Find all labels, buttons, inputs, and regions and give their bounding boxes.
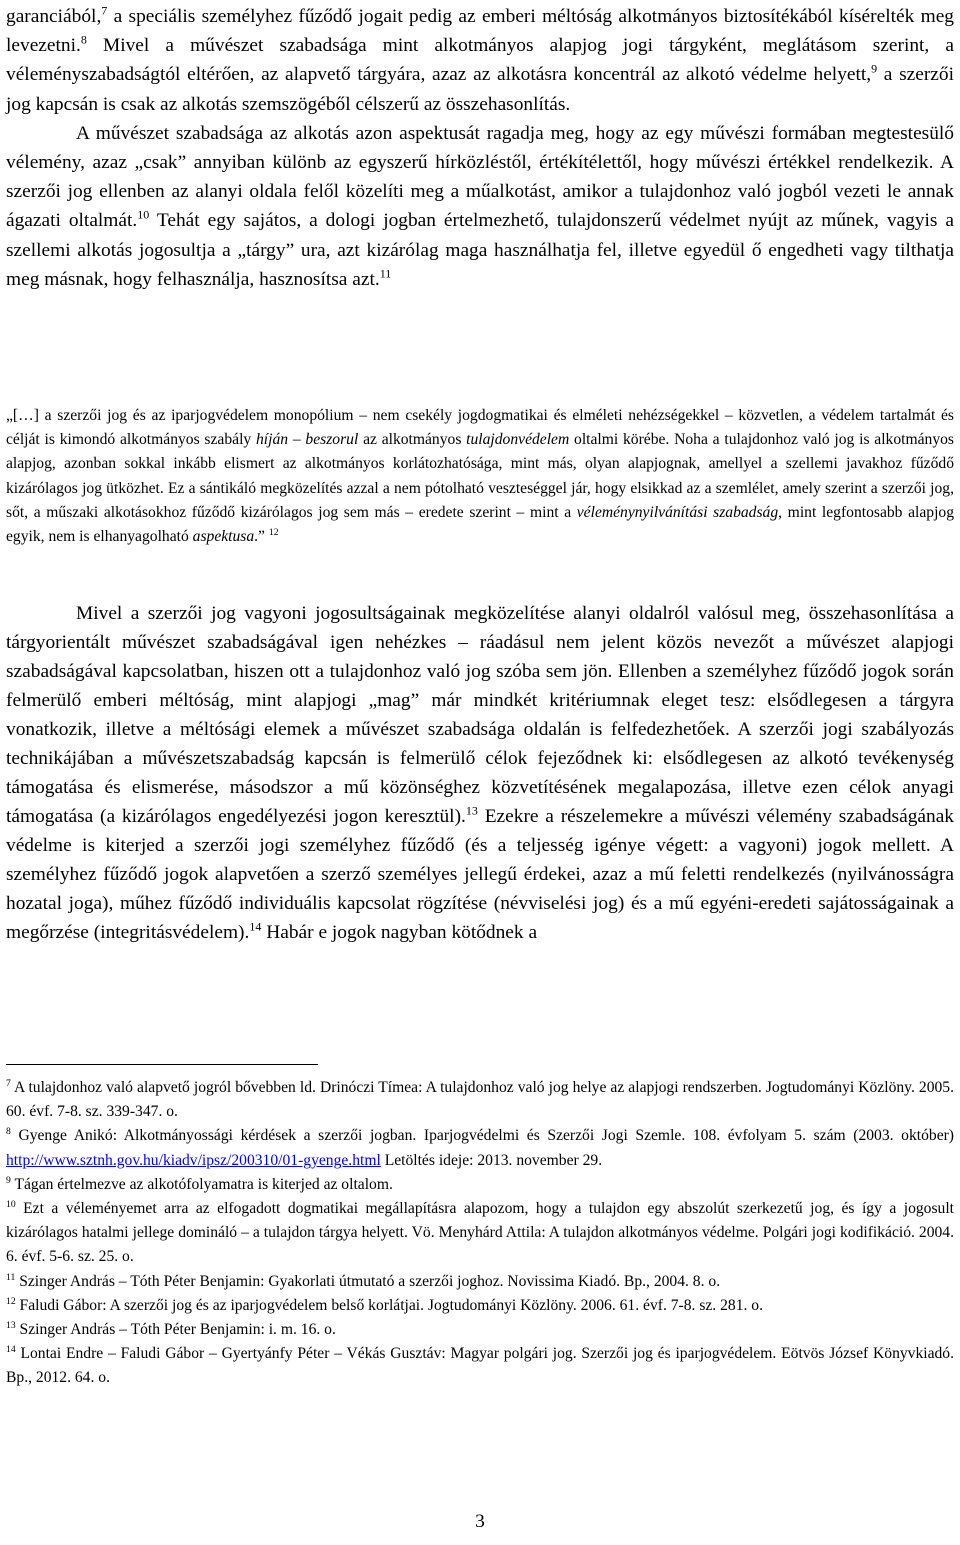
footnote-separator	[6, 1064, 318, 1065]
footnote-12	[6, 1294, 954, 1318]
quote-italic: tulajdonvédelem	[466, 431, 570, 449]
paragraph-1	[6, 2, 954, 119]
paragraph-2	[6, 119, 954, 294]
footnote-text: A tulajdonhoz való alapvető jogról bővebben ld. Drinóczi Tímea: A tulajdonhoz való jog helye az alapjogi rendszerben. Jogtudományi Közlöny. 2005. 60. évf. 7-8. sz. 339-347. o.	[6, 1079, 954, 1121]
paragraph-text: A művészet szabadsága az alkotás azon aspektusát ragadja meg, hogy az egy művészi formában megtestesülő vélemény, azaz „csak” annyiban különb az egyszerű hírközléstől, értékítélettől, hogy művészi értékkel rendelkezik. A szerzői jog ellenben az alanyi oldala felől közelíti meg a műalkotást, amikor a tulajdonhoz való jogból vezeti le annak ágazati oltalmát.	[6, 122, 954, 232]
footnote-ref[interactable]: 12	[268, 527, 279, 539]
footnote-ref[interactable]: 7	[101, 3, 108, 18]
quote-italic: aspektusa	[192, 528, 255, 546]
page-number: 3	[475, 1511, 485, 1532]
footnote-text: Lontai Endre – Faludi Gábor – Gyertyánfy Péter – Vékás Gusztáv: Magyar polgári jog. Szerzői jog és iparjogvédelem. Eötvös József Könyvkiadó. Bp., 2012. 64. o.	[6, 1345, 954, 1387]
paragraph-text: Mivel a szerzői jog vagyoni jogosultságainak megközelítése alanyi oldalról valósul meg, összehasonlítása a tárgyorientált művészet szabadságával igen nehézkes – ráadásul nem jelent közös nevezőt a művészet alapjogi szabadságával kapcsolatban, hiszen ott a tulajdonhoz való jog szóba sem jön. Ellenben a személyhez fűződő jogok során felmerülő emberi méltóság, mint alapjogi „mag” már mindkét kritériumnak eleget tesz: elsődlegesen a tárgyra vonatkozik, illetve a méltósági elemek a művészet szabadsága oldalán is felfedezhetőek. A szerzői jogi szabályozás technikájában a művészetszabadság kapcsán is felmerülő célok fejeződnek ki: elsődlegesen az alkotó tevékenység támogatása és elismerése, másodszor a mű közönséghez közvetítésének megalapozása, illetve ezen célok anyagi támogatása (a kizárólagos engedélyezési jogon keresztül).	[6, 603, 954, 827]
paragraph-text: Mivel a művészet szabadsága mint alkotmányos alapjog jogi tárgyként, meglátásom szerint, a véleményszabadságtól eltérően, az alapvető tárgyára, azaz az alkotásra koncentrál az alkotó védelme helyett,	[6, 35, 954, 86]
footnote-ref[interactable]: 10	[137, 207, 150, 222]
footnote-text: Szinger András – Tóth Péter Benjamin: i. m. 16. o.	[15, 1321, 336, 1339]
footnote-11	[6, 1270, 954, 1294]
footnote-ref[interactable]: 14	[249, 919, 262, 934]
body-paragraphs-top	[6, 2, 954, 294]
footnote-number: 11	[6, 1271, 16, 1283]
paragraph-text: Ezekre a részelemekre a művészi vélemény szabadságának védelme is kiterjed a szerzői jogi személyhez fűződő (és a teljesség igénye végett: a vagyoni) jogok mellett. A személyhez fűződő jogok alapvetően a szerző személyes jellegű érdekei, azaz a mű feletti rendelkezés (nyilvánosságra hozatal joga), műhez fűződő individuális kapcsolat rögzítése (névviselési jog) és a mű egyéni-eredeti sajátosságainak a megőrzése (integritásvédelem).	[6, 806, 954, 943]
paragraph-text: a speciális személyhez fűződő jogait pedig az emberi méltóság alkotmányos biztosítékából kísérelték meg levezetni.	[6, 6, 954, 57]
quote-paragraph	[6, 404, 954, 549]
footnote-number: 9	[6, 1174, 11, 1186]
footnote-9	[6, 1173, 954, 1197]
footnote-number: 14	[6, 1344, 16, 1356]
footnote-13	[6, 1318, 954, 1342]
footnote-ref[interactable]: 11	[379, 266, 392, 281]
footnote-text: Ezt a véleményemet arra az elfogadott dogmatikai megállapításra alapozom, hogy a tulajdon egy abszolút szerkezetű jog, és így a jogosult kizárólagos hatalmi jellege domináló – a tulajdon tárgya helyett. Vö. Menyhárd Attila: A tulajdon alkotmányos védelme. Polgári jogi kodifikáció. 2004. 6. évf. 5-6. sz. 25. o.	[6, 1200, 954, 1266]
footnote-14	[6, 1342, 954, 1390]
footnotes	[6, 1076, 954, 1391]
paragraph-text: Habár e jogok nagyban kötődnek a	[261, 922, 538, 943]
footnote-text: Faludi Gábor: A szerzői jog és az iparjogvédelem belső korlátjai. Jogtudományi Közlöny. 2006. 61. évf. 7-8. sz. 281. o.	[15, 1296, 763, 1314]
quote-text: az alkotmányos	[358, 431, 467, 449]
footnote-text: Tágan értelmezve az alkotófolyamatra is kiterjed az oltalom.	[10, 1175, 393, 1193]
paragraph-text: a szerzői jog kapcsán is csak az alkotás szemszögéből célszerű az összehasonlítás.	[6, 64, 954, 115]
quote-italic: beszorul	[305, 431, 359, 449]
paragraph-text: Tehát egy sajátos, a dologi jogban értelmezhető, tulajdonszerű védelmet nyújt az műnek, vagyis a szellemi alkotás jogosultja a „tárgy” ura, azt kizárólag maga használhatja fel, illetve egyedül ő engedheti vagy tilthatja meg másnak, hogy felhasználja, hasznosítsa azt.	[6, 210, 954, 290]
quote-text: –	[288, 431, 306, 449]
quote-italic: véleménynyilvánítási szabadság	[576, 503, 779, 521]
footnote-number: 13	[6, 1320, 16, 1332]
footnote-8	[6, 1124, 954, 1172]
footnote-text: Gyenge Anikó: Alkotmányossági kérdések a szerzői jogban. Iparjogvédelmi és Szerzői Jogi Szemle. 108. évfolyam 5. szám (2003. október)	[10, 1127, 954, 1145]
footnote-number: 8	[6, 1126, 11, 1138]
footnote-link[interactable]: http://www.sztnh.gov.hu/kiadv/ipsz/200310/01-gyenge.html	[6, 1151, 381, 1169]
block-quote	[6, 404, 954, 549]
body-paragraph-3-container	[6, 599, 954, 947]
footnote-number: 10	[6, 1199, 16, 1211]
footnote-ref[interactable]: 8	[80, 32, 87, 47]
quote-italic: híján	[255, 431, 289, 449]
paragraph-3	[6, 599, 954, 947]
quote-text: oltalmi körébe. Noha a tulajdonhoz való jog is alkotmányos alapjog, azonban sokkal inkább elismert az alkotmányos korlátozhatósága, mint más, olyan alapjognak, amellyel a szellemi javakhoz fűződő kizárólagos jog ütközhet. Ez a sántikáló megközelítés azzal a nem pótolható veszteséggel jár, hogy elsikkad az a szemlélet, amely szerint a szerzői jog, sőt, a műszaki alkotásokhoz fűződő kizárólagos jog sem más – eredete szerint – mint a	[6, 431, 954, 521]
footnote-number: 7	[6, 1078, 11, 1090]
paragraph-text: garanciából,	[6, 6, 102, 27]
footnote-10	[6, 1197, 954, 1270]
footnote-ref[interactable]: 9	[871, 61, 878, 76]
footnote-text: Letöltés ideje: 2013. november 29.	[380, 1151, 603, 1169]
quote-text: , mint legfontosabb alapjog egyik, nem is elhanyagolható	[6, 503, 954, 546]
footnote-ref[interactable]: 13	[465, 803, 478, 818]
footnote-7	[6, 1076, 954, 1124]
footnote-number: 12	[6, 1295, 16, 1307]
footnote-text: Szinger András – Tóth Péter Benjamin: Gyakorlati útmutató a szerzői joghoz. Novissima Kiadó. Bp., 2004. 8. o.	[15, 1272, 721, 1290]
quote-text: „[…] a szerzői jog és az iparjogvédelem monopólium – nem csekély jogdogmatikai és elméleti nehézségekkel – közvetlen, a védelem tartalmát és célját is kimondó alkotmányos szabály	[6, 407, 954, 449]
quote-text: .”	[254, 528, 269, 546]
